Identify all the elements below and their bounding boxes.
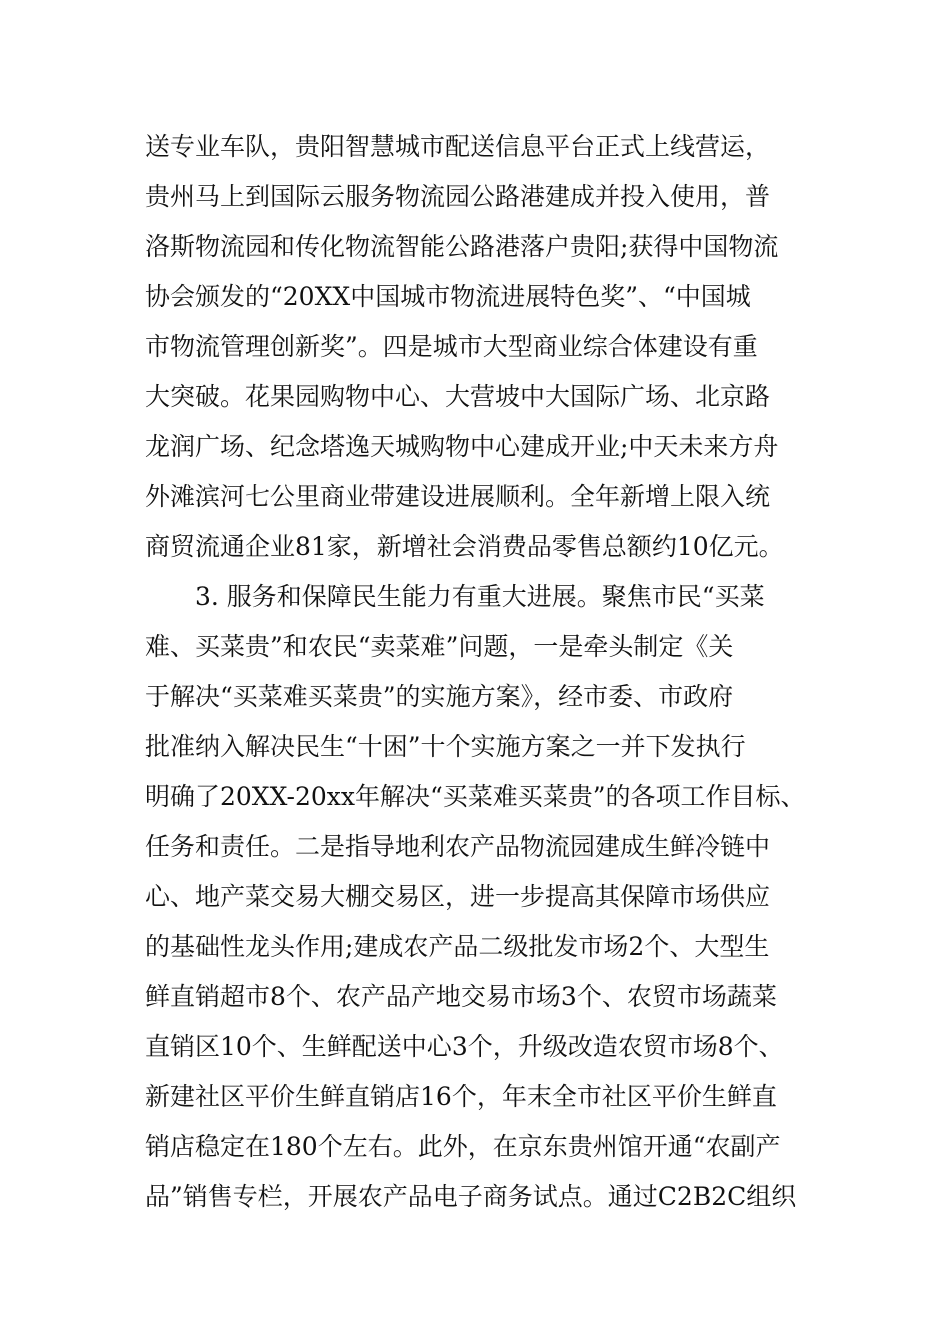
text-line: 批准纳入解决民生“十困”十个实施方案之一并下发执行 (145, 732, 746, 761)
text-line: 难、买菜贵”和农民“卖菜难”问题，一是牵头制定《关 (145, 632, 734, 661)
text-line: 的基础性龙头作用;建成农产品二级批发市场2个、大型生 (145, 932, 770, 961)
text-line: 商贸流通企业81家，新增社会消费品零售总额约10亿元。 (145, 532, 784, 561)
text-line: 洛斯物流园和传化物流智能公路港落户贵阳;获得中国物流 (145, 232, 779, 261)
text-line: 鲜直销超市8个、农产品产地交易市场3个、农贸市场蔬菜 (145, 982, 777, 1011)
paragraph-start-line: 3. 服务和保障民生能力有重大进展。聚焦市民“买菜 (195, 582, 765, 611)
text-line: 龙润广场、纪念塔逸天城购物中心建成开业;中天未来方舟 (145, 432, 779, 461)
text-line: 市物流管理创新奖”。四是城市大型商业综合体建设有重 (145, 332, 758, 361)
text-line: 协会颁发的“20XX中国城市物流进展特色奖”、“中国城 (145, 282, 751, 311)
text-line: 任务和责任。二是指导地利农产品物流园建成生鲜冷链中 (145, 832, 771, 861)
text-line: 心、地产菜交易大棚交易区，进一步提高其保障市场供应 (145, 882, 771, 911)
text-line: 外滩滨河七公里商业带建设进展顺利。全年新增上限入统 (145, 482, 771, 511)
text-line: 新建社区平价生鲜直销店16个，年末全市社区平价生鲜直 (145, 1082, 777, 1111)
text-line: 于解决“买菜难买菜贵”的实施方案》，经市委、市政府 (145, 682, 734, 711)
text-line: 大突破。花果园购物中心、大营坡中大国际广场、北京路 (145, 382, 771, 411)
text-line: 销店稳定在180个左右。此外，在京东贵州馆开通“农副产 (145, 1132, 781, 1161)
text-line: 送专业车队，贵阳智慧城市配送信息平台正式上线营运， (145, 132, 771, 161)
text-line: 直销区10个、生鲜配送中心3个，升级改造农贸市场8个、 (145, 1032, 784, 1061)
text-line: 明确了20XX-20xx年解决“买菜难买菜贵”的各项工作目标、 (145, 782, 806, 811)
text-line: 品”销售专栏，开展农产品电子商务试点。通过C2B2C组织 (145, 1182, 797, 1211)
text-line: 贵州马上到国际云服务物流园公路港建成并投入使用，普 (145, 182, 771, 211)
body-text (145, 122, 815, 1222)
